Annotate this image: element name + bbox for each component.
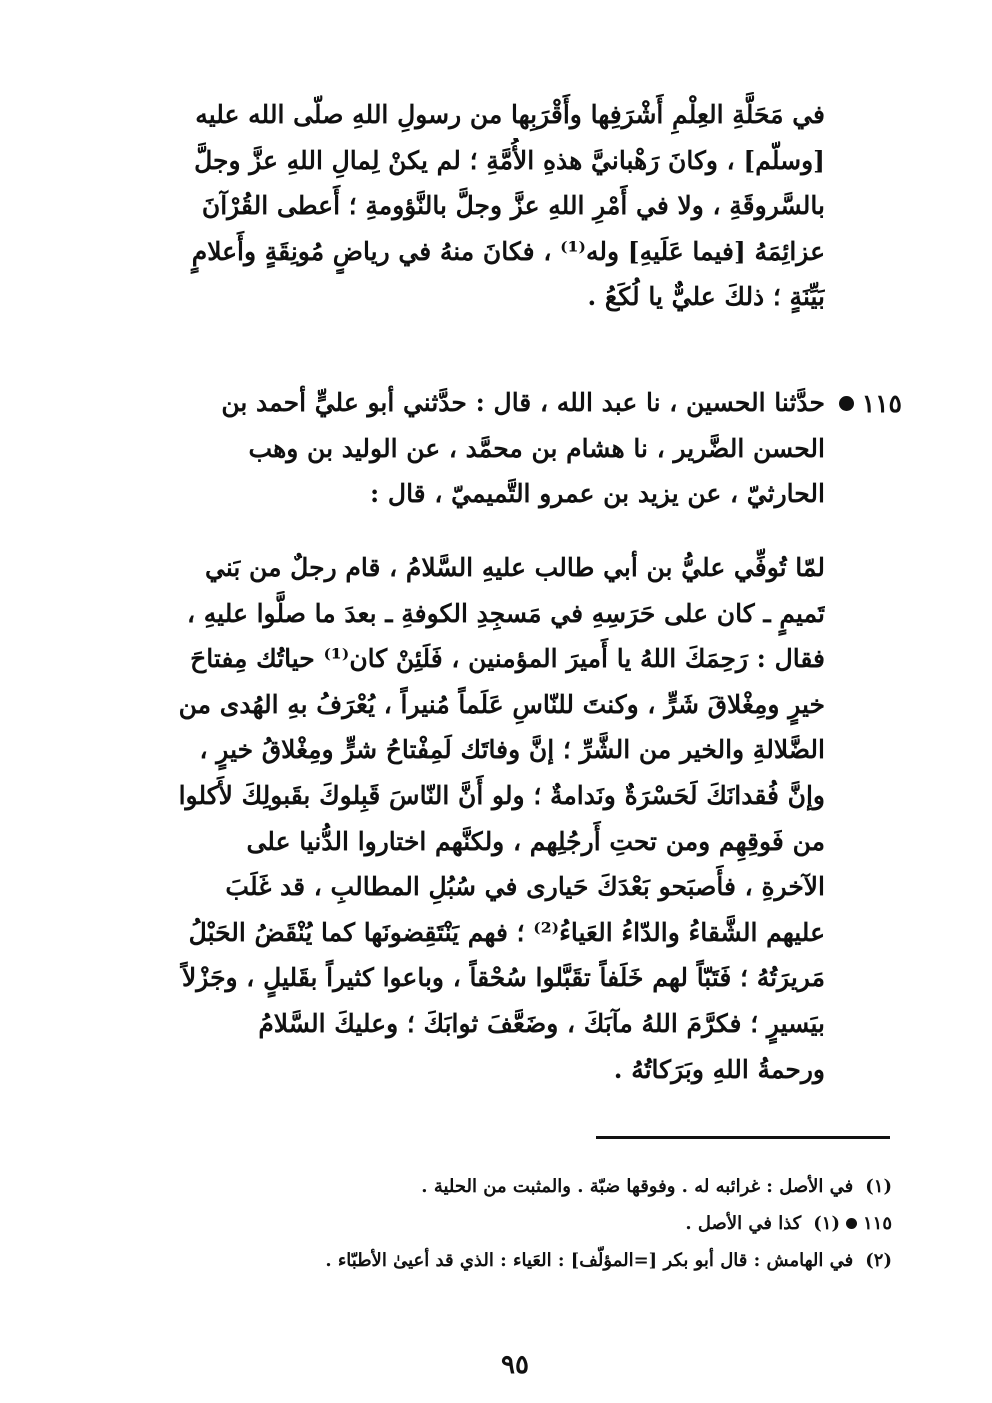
text-line: [وسلّم] ، وكانَ رَهْبانيَّ هذهِ الأُمَّةِ ؛ لم يكنْ لِمالِ اللهِ عزَّ وجلَّ (194, 145, 825, 175)
bullet-dot-icon (839, 396, 854, 411)
footnote-text: في الأصل : غرائبه له . وفوقها ضبّة . والمثبت من الحلية . (421, 1176, 854, 1197)
footnote-2 (200, 1205, 892, 1242)
footnote-3 (200, 1242, 892, 1279)
text-line: عليهم الشَّقاءُ والدّاءُ العَياءُ⁽²⁾ ؛ فهم يَنْتَقِضونَها كما يُنْقَضُ الحَبْلُ (188, 917, 825, 947)
text-line: فقال : رَحِمَكَ اللهُ يا أَميرَ المؤمنين ، فَلَئِنْ كان⁽¹⁾ حياتُك مِفتاحَ (190, 644, 825, 674)
text-line: بالسَّروقَةِ ، ولا في أَمْرِ اللهِ عزَّ وجلَّ بالنَّؤومةِ ؛ أَعطى القُرْآنَ (201, 191, 825, 221)
bullet-dot-icon (846, 1218, 857, 1229)
footnote-text: في الهامش : قال أبو بكر [=المؤلّف] : العَياء : الذي قد أعيىٰ الأطبّاء . (325, 1250, 854, 1271)
footnote-number: (١) (865, 1176, 892, 1197)
footnote-text: كذا في الأصل . (685, 1213, 802, 1234)
text-line: تَميمٍ ـ كان على حَرَسِهِ في مَسجِدِ الكوفةِ ـ بعدَ ما صلَّوا عليهِ ، (186, 598, 825, 628)
text-line: الحسن الضَّرير ، نا هشام بن محمَّد ، عن الوليد بن وهب (248, 433, 825, 463)
text-line: الضَّلالةِ والخير من الشَّرِّ ؛ إنَّ وفاتَك لَمِفْتاحُ شرٍّ ومِغْلاقُ خيرٍ ، (199, 735, 825, 765)
footnote-divider (596, 1136, 890, 1139)
hadith-number-marker (832, 380, 902, 426)
text-line: حدَّثنا الحسين ، نا عبد الله ، قال : حدَّثني أبو عليٍّ أحمد بن (221, 388, 825, 417)
footnote-1 (200, 1168, 892, 1205)
text-line: خيرٍ ومِغْلاقَ شَرٍّ ، وكنتَ للنّاسِ عَلَماً مُنيراً ، يُعْرَفُ بهِ الهُدى من (178, 689, 825, 719)
text-line: من فَوقِهِم ومن تحتِ أَرجُلِهم ، ولكنَّهم اختاروا الدُّنيا على (246, 826, 825, 856)
hadith-number: ١١٥ (861, 388, 902, 418)
text-line: بيَسيرٍ ؛ فكرَّمَ اللهُ مآبَكَ ، وضَعَّفَ ثوابَكَ ؛ وعليكَ السَّلامُ (258, 1008, 825, 1038)
footnotes (200, 1168, 892, 1279)
text-line: ورحمةُ اللهِ وبَرَكاتُهُ . (613, 1054, 825, 1084)
hadith-matn (160, 545, 825, 1092)
text-line: وإنَّ فُقدانَكَ لَحَسْرَةٌ ونَدامةٌ ؛ ولو أَنَّ النّاسَ قَبِلوكَ بقَبولِكَ لأَكلوا (178, 780, 825, 810)
footnote-hadith-ref: ١١٥ (862, 1213, 892, 1234)
footnote-number: (٢) (865, 1250, 892, 1271)
text-line: في مَحَلَّةِ العِلْمِ أَشْرَفِها وأَقْرَبِها من رسولِ اللهِ صلّى الله عليه (195, 100, 825, 129)
page-number: ٩٥ (501, 1350, 529, 1380)
text-line: لمّا تُوفِّي عليُّ بن أبي طالب عليهِ السَّلامُ ، قام رجلٌ من بَني (205, 553, 825, 582)
text-line: الحارثيّ ، عن يزيد بن عمرو التَّميميّ ، قال : (369, 479, 825, 509)
paragraph-continuation (160, 92, 825, 320)
text-line: مَريرَتُهُ ؛ فَتَبّاً لهم خَلَفاً تقَبَّلوا سُحْقاً ، وباعوا كثيراً بقَليلٍ ، وجَزْلاً (182, 963, 825, 993)
text-line: بَيِّنَةٍ ؛ ذلكَ عليٌّ يا لُكَعُ . (587, 282, 825, 312)
footnote-number: (١) (813, 1213, 840, 1234)
text-line: عزائِمَهُ [فيما عَلَيهِ] وله⁽¹⁾ ، فكانَ منهُ في رياضٍ مُونِقَةٍ وأَعلامٍ (191, 236, 825, 266)
text-line: الآخرةِ ، فأَصبَحو بَعْدَكَ حَيارى في سُبُلِ المطالبِ ، قد غَلَبَ (225, 872, 825, 902)
hadith-isnad (160, 380, 825, 517)
